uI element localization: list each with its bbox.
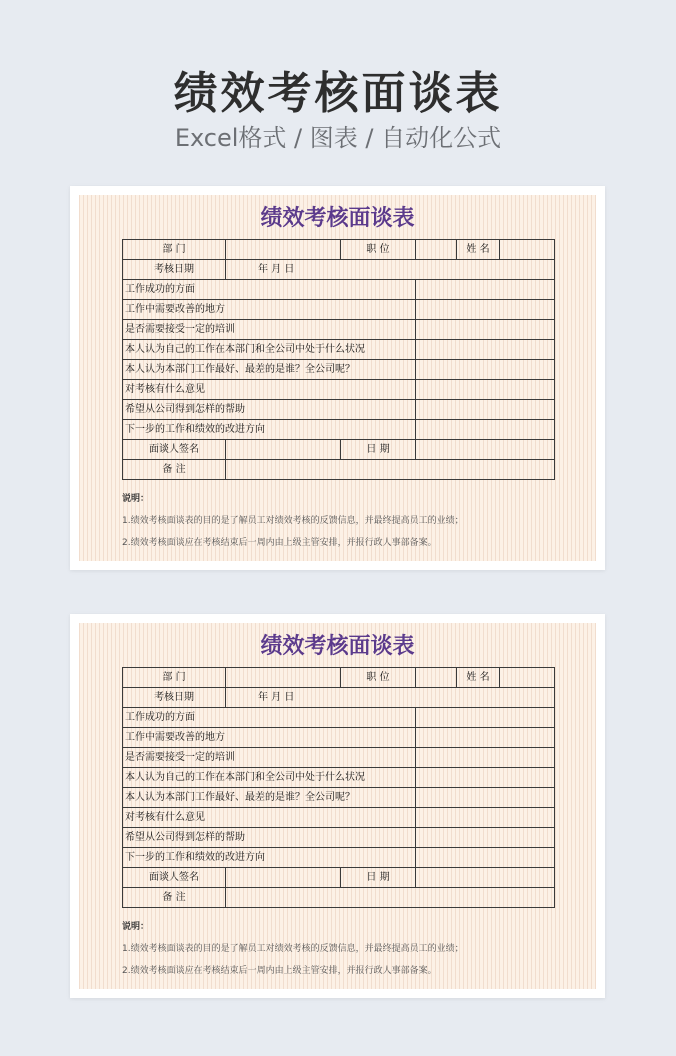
question-label: 下一步的工作和绩效的改进方向 xyxy=(123,420,416,440)
answer-field[interactable] xyxy=(416,300,555,320)
question-label: 对考核有什么意见 xyxy=(123,380,416,400)
question-row xyxy=(123,320,555,340)
form-preview-card-1 xyxy=(70,186,605,570)
question-label: 工作成功的方面 xyxy=(123,708,416,728)
question-row xyxy=(123,828,555,848)
question-row xyxy=(123,300,555,320)
remark-field[interactable] xyxy=(226,888,555,908)
signature-date-label: 日 期 xyxy=(341,440,416,460)
notes-header: 说明： xyxy=(122,922,150,932)
signature-date-field[interactable] xyxy=(416,440,555,460)
table-row xyxy=(123,668,555,688)
table-row xyxy=(123,688,555,708)
question-label: 是否需要接受一定的培训 xyxy=(123,320,416,340)
interviewer-signature-field[interactable] xyxy=(226,868,341,888)
form-title: 绩效考核面谈表 xyxy=(260,633,415,659)
name-field[interactable] xyxy=(500,240,555,260)
position-field[interactable] xyxy=(416,240,457,260)
form-sheet xyxy=(79,623,596,989)
signature-date-label: 日 期 xyxy=(341,868,416,888)
question-label: 本人认为本部门工作最好、最差的是谁？全公司呢？ xyxy=(123,360,416,380)
table-row xyxy=(123,260,555,280)
answer-field[interactable] xyxy=(416,808,555,828)
note-line: 1.绩效考核面谈表的目的是了解员工对绩效考核的反馈信息，并最终提高员工的业绩； xyxy=(122,516,464,526)
question-label: 本人认为自己的工作在本部门和全公司中处于什么状况 xyxy=(123,340,416,360)
review-date-field[interactable] xyxy=(226,688,555,708)
answer-field[interactable] xyxy=(416,360,555,380)
question-label: 本人认为本部门工作最好、最差的是谁？全公司呢？ xyxy=(123,788,416,808)
interviewer-signature-label: 面谈人签名 xyxy=(123,440,226,460)
question-row xyxy=(123,788,555,808)
answer-field[interactable] xyxy=(416,280,555,300)
answer-field[interactable] xyxy=(416,788,555,808)
position-label: 职 位 xyxy=(341,240,416,260)
answer-field[interactable] xyxy=(416,768,555,788)
form-notes xyxy=(122,488,562,554)
dept-label: 部 门 xyxy=(123,668,226,688)
remark-field[interactable] xyxy=(226,460,555,480)
position-label: 职 位 xyxy=(341,668,416,688)
answer-field[interactable] xyxy=(416,728,555,748)
answer-field[interactable] xyxy=(416,828,555,848)
page-subtitle: Excel格式 / 图表 / 自动化公式 xyxy=(174,124,502,152)
table-row xyxy=(123,888,555,908)
question-label: 工作成功的方面 xyxy=(123,280,416,300)
answer-field[interactable] xyxy=(416,848,555,868)
interviewer-signature-label: 面谈人签名 xyxy=(123,868,226,888)
dept-label: 部 门 xyxy=(123,240,226,260)
table-row xyxy=(123,440,555,460)
review-date-label: 考核日期 xyxy=(123,688,226,708)
name-label: 姓 名 xyxy=(457,668,500,688)
table-row xyxy=(123,868,555,888)
question-label: 对考核有什么意见 xyxy=(123,808,416,828)
question-label: 是否需要接受一定的培训 xyxy=(123,748,416,768)
dept-field[interactable] xyxy=(226,668,341,688)
position-field[interactable] xyxy=(416,668,457,688)
evaluation-form-table xyxy=(122,667,555,908)
table-row xyxy=(123,460,555,480)
answer-field[interactable] xyxy=(416,400,555,420)
question-row xyxy=(123,728,555,748)
question-label: 工作中需要改善的地方 xyxy=(123,728,416,748)
question-row xyxy=(123,360,555,380)
question-row xyxy=(123,768,555,788)
question-label: 工作中需要改善的地方 xyxy=(123,300,416,320)
question-row xyxy=(123,748,555,768)
question-label: 希望从公司得到怎样的帮助 xyxy=(123,828,416,848)
note-line: 2.绩效考核面谈应在考核结束后一周内由上级主管安排，并报行政人事部备案。 xyxy=(122,966,437,976)
question-row xyxy=(123,340,555,360)
answer-field[interactable] xyxy=(416,380,555,400)
form-preview-card-2 xyxy=(70,614,605,998)
answer-field[interactable] xyxy=(416,420,555,440)
signature-date-field[interactable] xyxy=(416,868,555,888)
form-sheet xyxy=(79,195,596,561)
question-row xyxy=(123,848,555,868)
page-title: 绩效考核面谈表 xyxy=(173,68,503,119)
note-line: 2.绩效考核面谈应在考核结束后一周内由上级主管安排，并报行政人事部备案。 xyxy=(122,538,437,548)
form-title: 绩效考核面谈表 xyxy=(260,205,415,231)
answer-field[interactable] xyxy=(416,708,555,728)
question-label: 本人认为自己的工作在本部门和全公司中处于什么状况 xyxy=(123,768,416,788)
name-field[interactable] xyxy=(500,668,555,688)
question-row xyxy=(123,280,555,300)
dept-field[interactable] xyxy=(226,240,341,260)
form-notes xyxy=(122,916,562,982)
question-row xyxy=(123,420,555,440)
question-row xyxy=(123,708,555,728)
answer-field[interactable] xyxy=(416,748,555,768)
review-date-field[interactable] xyxy=(226,260,555,280)
question-row xyxy=(123,808,555,828)
review-date-label: 考核日期 xyxy=(123,260,226,280)
answer-field[interactable] xyxy=(416,320,555,340)
review-date-value: 年 月 日 xyxy=(258,264,295,275)
note-line: 1.绩效考核面谈表的目的是了解员工对绩效考核的反馈信息，并最终提高员工的业绩； xyxy=(122,944,464,954)
table-row xyxy=(123,240,555,260)
question-row xyxy=(123,380,555,400)
answer-field[interactable] xyxy=(416,340,555,360)
notes-header: 说明： xyxy=(122,494,150,504)
question-label: 下一步的工作和绩效的改进方向 xyxy=(123,848,416,868)
evaluation-form-table xyxy=(122,239,555,480)
review-date-value: 年 月 日 xyxy=(258,692,295,703)
remark-label: 备 注 xyxy=(123,460,226,480)
question-row xyxy=(123,400,555,420)
remark-label: 备 注 xyxy=(123,888,226,908)
name-label: 姓 名 xyxy=(457,240,500,260)
question-label: 希望从公司得到怎样的帮助 xyxy=(123,400,416,420)
interviewer-signature-field[interactable] xyxy=(226,440,341,460)
